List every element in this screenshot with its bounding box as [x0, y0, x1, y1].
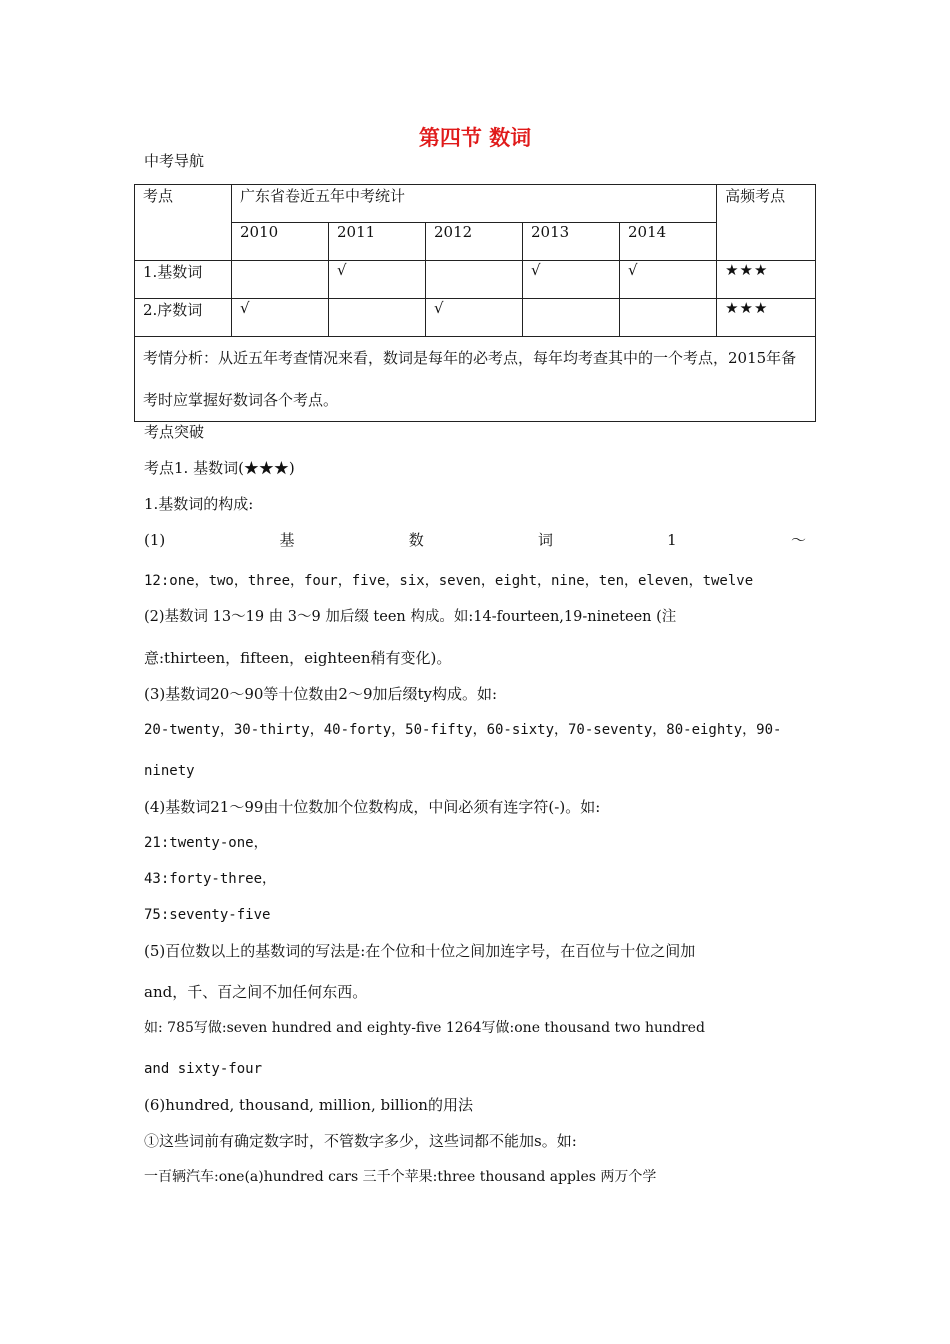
header-point: 考点 [135, 185, 232, 261]
table-row [135, 299, 816, 337]
analysis-note: 考情分析：从近五年考查情况来看，数词是每年的必考点，每年均考查其中的一个考点，2015年备考时应掌握好数词各个考点。 [135, 337, 816, 422]
table-row [135, 261, 816, 299]
check-mark: √ [232, 299, 329, 337]
page-title: 第四节 数词 [418, 126, 532, 150]
paragraph-5-line3: 如: 785写做:seven hundred and eighty-five 1264写做:one thousand two hundred [144, 1020, 705, 1036]
item-label: (1) [144, 531, 166, 549]
check-mark [620, 299, 717, 337]
year-cell: 2011 [329, 223, 426, 261]
paragraph-1-line2: 12:one，two，three，four，five，six，seven，eight，nine，ten，eleven，twelve [144, 573, 754, 589]
stats-table [134, 184, 816, 422]
word: ～ [790, 531, 806, 549]
formation-heading: 1.基数词的构成: [144, 495, 254, 513]
paragraph-5-line4: and sixty-four [144, 1061, 263, 1077]
check-mark: √ [523, 261, 620, 299]
paragraph-5-line2: and，千、百之间不加任何东西。 [144, 983, 368, 1001]
year-cell: 2014 [620, 223, 717, 261]
nav-heading: 中考导航 [144, 152, 205, 170]
example-line: 75:seventy-five [144, 907, 271, 923]
paragraph-2-line1: (2)基数词 13～19 由 3～9 加后缀 teen 构成。如:14-fourteen,19-nineteen (注 [144, 609, 677, 625]
year-cell: 2012 [426, 223, 523, 261]
word: 词 [537, 531, 553, 549]
star-rating: ★★★ [717, 299, 816, 337]
example-line: 43:forty-three， [144, 871, 277, 887]
row-label: 2.序数词 [135, 299, 232, 337]
paragraph-2-line2: 意:thirteen，fifteen，eighteen稍有变化)。 [144, 649, 452, 667]
paragraph-4-line1: (4)基数词21～99由十位数加个位数构成，中间必须有连字符(-)。如: [144, 798, 601, 816]
paragraph-3-line1: (3)基数词20～90等十位数由2～9加后缀ty构成。如: [144, 685, 498, 703]
paragraph-6-line1: (6)hundred, thousand, million, billion的用法 [144, 1096, 473, 1114]
check-mark: √ [620, 261, 717, 299]
check-mark: √ [426, 299, 523, 337]
example-line: 21:twenty-one， [144, 835, 268, 851]
check-mark [523, 299, 620, 337]
check-mark [426, 261, 523, 299]
year-cell: 2013 [523, 223, 620, 261]
check-mark [232, 261, 329, 299]
paragraph-6-line2: ①这些词前有确定数字时，不管数字多少，这些词都不能加s。如: [144, 1132, 577, 1150]
paragraph-1-line1 [144, 530, 806, 550]
row-label: 1.基数词 [135, 261, 232, 299]
check-mark: √ [329, 261, 426, 299]
check-mark [329, 299, 426, 337]
paragraph-3-line3: ninety [144, 763, 195, 779]
breakthrough-heading: 考点突破 [144, 423, 205, 441]
header-stats: 广东省卷近五年中考统计 [232, 185, 717, 223]
header-frequency: 高频考点 [717, 185, 816, 261]
star-rating: ★★★ [717, 261, 816, 299]
paragraph-6-line3: 一百辆汽车:one(a)hundred cars 三千个苹果:three thousand apples 两万个学 [144, 1169, 657, 1185]
word: 基 [279, 531, 295, 549]
year-cell: 2010 [232, 223, 329, 261]
paragraph-3-line2: 20-twenty，30-thirty，40-forty，50-fifty，60-sixty，70-seventy，80-eighty，90- [144, 722, 782, 738]
word: 1 [667, 531, 677, 549]
point1-heading: 考点1. 基数词(★★★) [144, 459, 295, 477]
paragraph-5-line1: (5)百位数以上的基数词的写法是:在个位和十位之间加连字号，在百位与十位之间加 [144, 942, 696, 960]
word: 数 [408, 531, 424, 549]
